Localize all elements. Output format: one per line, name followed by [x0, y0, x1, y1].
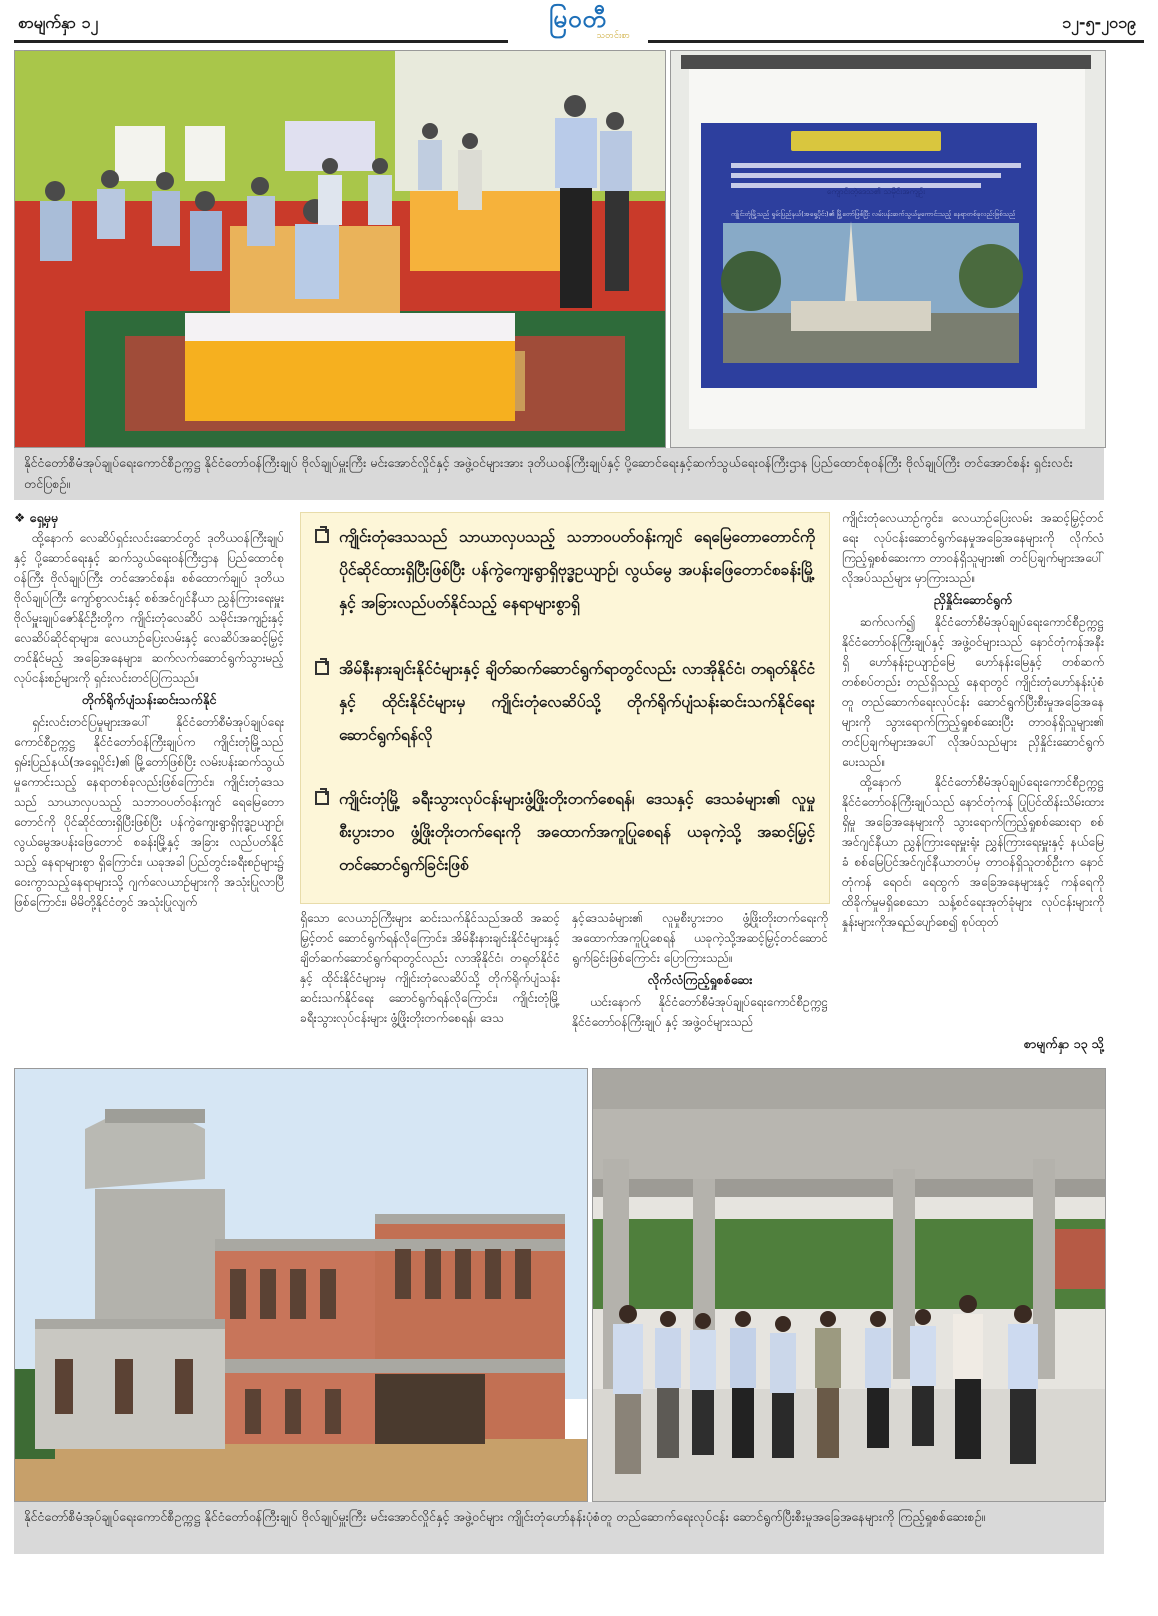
- article-column-1: [14, 508, 284, 1056]
- continued-from-label: ❖ ရှေ့မှမှ: [14, 510, 59, 525]
- highlight-item: ကျိုင်းတုံမြို့ ခရီးသွားလုပ်ငန်းများဖွံ့ဖြိုးတိုးတက်စေရန်၊ ဒေသနှင့် ဒေသခံများ၏ လူမှုစီးပွားဘဝ ဖွံ့ဖြိုးတိုးတက်ရေးကို အထောက်အကူပြုစေရန် ယခုကဲ့သို့ အဆင့်မြှင့်တင်ဆောင်ရွက်ခြင်းဖြစ်: [315, 783, 815, 882]
- checkbox-icon: [315, 791, 329, 805]
- page-number-label: စာမျက်နှာ ၁၂: [18, 13, 99, 32]
- checkbox-icon: [315, 661, 329, 675]
- highlight-box: [300, 512, 830, 904]
- presentation-screen-photo: [670, 50, 1106, 448]
- article-paragraph: ထို့နောက် လေဆိပ်ရှင်းလင်းဆောင်တွင် ဒုတိယဝန်ကြီးချုပ်နှင့် ပို့ဆောင်ရေးနှင့် ဆက်သွယ်ရေးဝန်ကြီးဌာန ပြည်ထောင်စုဝန်ကြီး ဗိုလ်ချုပ်ကြီး တင်အောင်စန်း၊ စစ်ထောက်ချုပ် ဒုတိယဗိုလ်ချုပ်ကြီး ကျော်စွာလင်းနှင့် စစ်အင်ဂျင်နီယာ ညွှန်ကြားရေးမှူး ဗိုလ်မှူးချုပ်ဇော်နိုင်ဦးတို့က ကျိုင်းတုံလေဆိပ် သမိုင်းအကျဉ်းနှင့် လေဆိပ်ဆိုင်ရာများ၊ လေယာဉ်ပြေးလမ်းနှင့် လေဆိပ်အဆင့်မြှင့်တင်နိုင်မည့် အခြေအနေများ၊ ဆက်လက်ဆောင်ရွက်သွားမည့် လုပ်ငန်းစဉ်များကို ရှင်းလင်းတင်ပြကြသည်။: [14, 531, 284, 685]
- briefing-hall-photo: [14, 50, 666, 448]
- checkbox-icon: [315, 529, 329, 543]
- section-subheading: လိုက်လံကြည့်ရှုစစ်ဆေး: [647, 972, 753, 987]
- article-paragraph: ကျိုင်းတုံလေယာဉ်ကွင်း၊ လေယာဉ်ပြေးလမ်း အဆင့်မြှင့်တင်ရေး လုပ်ငန်းဆောင်ရွက်နေမှုအခြေအနေများကို လိုက်လံကြည့်ရှုစစ်ဆေးကာ တာဝန်ရှိသူများ၏ တင်ပြချက်များအပေါ် လိုအပ်သည်များ မှာကြားသည်။: [842, 511, 1104, 585]
- bottom-photo-caption: နိုင်ငံတော်စီမံအုပ်ချုပ်ရေးကောင်စီဥက္ကဋ္ဌ နိုင်ငံတော်ဝန်ကြီးချုပ် ဗိုလ်ချုပ်မှူးကြီး မင်းအောင်လှိုင်နှင့် အဖွဲ့ဝင်များ ကျိုင်းတုံဟော်နန်းပုံစံတူ တည်ဆောက်ရေးလုပ်ငန်း ဆောင်ရွက်ပြီးစီးမှုအခြေအနေများကို ကြည့်ရှုစစ်ဆေးစဉ်။: [14, 1502, 1104, 1554]
- top-photo-caption: နိုင်ငံတော်စီမံအုပ်ချုပ်ရေးကောင်စီဥက္ကဋ္ဌ နိုင်ငံတော်ဝန်ကြီးချုပ် ဗိုလ်ချုပ်မှူးကြီး မင်းအောင်လှိုင်နှင့် အဖွဲ့ဝင်များအား ဒုတိယဝန်ကြီးချုပ်နှင့် ပို့ဆောင်ရေးနှင့်ဆက်သွယ်ရေးဝန်ကြီးဌာန ပြည်ထောင်စုဝန်ကြီး ဗိုလ်ချုပ်ကြီး တင်အောင်စန်း ရှင်းလင်းတင်ပြစဉ်။: [14, 448, 1104, 500]
- newspaper-logo: မြဝတီ သတင်းစာ: [508, 4, 648, 44]
- section-subheading: တိုက်ရိုက်ပျံသန်းဆင်းသက်နိုင်: [81, 692, 217, 707]
- article-paragraph: ထို့နောက် နိုင်ငံတော်စီမံအုပ်ချုပ်ရေးကောင်စီဥက္ကဋ္ဌ နိုင်ငံတော်ဝန်ကြီးချုပ်သည် နောင်တုံကန် ပြုပြင်ထိန်းသိမ်းထားရှိမှု အခြေအနေများကို သွားရောက်ကြည့်ရှုစစ်ဆေးရာ စစ်အင်ဂျင်နီယာ ညွှန်ကြားရေးမှူးရုံး ညွှန်ကြားရေးမှူးနှင့် နယ်မြေခံ စစ်မြေပြင်အင်ဂျင်နီယာတပ်မှ တာဝန်ရှိသူတစ်ဦးက နောင်တုံကန် ရေဝင်၊ ရေထွက် အခြေအနေများနှင့် ကန်ရေကို ထိခိုက်မှုမရှိစေသော သန့်စင်ရေးအုတ်ခုံများ လုပ်ငန်းများကို နှုန်းများကိုအရည်ပျော်စေ၍ စုပ်ထုတ်: [842, 775, 1104, 929]
- continued-on-label: စာမျက်နှာ ၁၃ သို့: [1018, 1036, 1104, 1055]
- slide-body-text: ကျိုင်းတုံမြို့သည် ရှမ်းပြည်နယ်(အရှေ့ပိုင်း)၏ မြို့တော်ဖြစ်ပြီး လမ်းပန်းဆက်သွယ်မှုကောင်းသည့် နေရာတစ်ခုလည်းဖြစ်သည်: [731, 210, 1016, 218]
- article-column-4: [842, 508, 1104, 1056]
- article-paragraph: ရှင်းလင်းတင်ပြမှုများအပေါ် နိုင်ငံတော်စီမံအုပ်ချုပ်ရေးကောင်စီဥက္ကဋ္ဌ နိုင်ငံတော်ဝန်ကြီးချုပ်က ကျိုင်းတုံမြို့သည် ရှမ်းပြည်နယ်(အရှေ့ပိုင်း)၏ မြို့တော်ဖြစ်ပြီး လမ်းပန်းဆက်သွယ်မှုကောင်းသည့် နေရာတစ်ခုလည်းဖြစ်ကြောင်း၊ ကျိုင်းတုံဒေသသည် သာယာလှပသည့် သဘာဝပတ်ဝန်းကျင် ရေမြေတောတောင်ကို ပိုင်ဆိုင်ထားရှိပြီးဖြစ်ပြီး ပန်ကွဲကျေးရွာရှိဗုဒ္ဓဥယျာဉ်၊ လွယ်မွေအပန်းဖြေတောင် စခန်းမြို့နှင့် အခြား လည်ပတ်နိုင်သည့် နေရာများစွာ ရှိကြောင်း၊ ယခုအခါ ပြည်တွင်းခရီးစဉ်များ၌ ဝေးကွာသည့်နေရာများသို့ ဂျက်လေယာဉ်များကို အသုံးပြုလာပြီဖြစ်ကြောင်း၊ မိမိတို့နိုင်ငံတွင် အသုံးပြုလျက်: [14, 715, 284, 909]
- section-subheading: ညှိနှိုင်းဆောင်ရွက်: [933, 592, 1013, 607]
- article-paragraph: ဆက်လက်၍ နိုင်ငံတော်စီမံအုပ်ချုပ်ရေးကောင်စီဥက္ကဋ္ဌ နိုင်ငံတော်ဝန်ကြီးချုပ်နှင့် အဖွဲ့ဝင်များသည် နောင်တုံကန်အနီးရှိ ဟော်နန်းဥယျာဉ်မြေ ဟော်နန်းမြေနှင့် တစ်ဆက်တစ်စပ်တည်း တည်ရှိသည့် နေရာတွင် ကျိုင်းတုံဟော်နန်းပုံစံတူ တည်ဆောက်ရေးလုပ်ငန်း ဆောင်ရွက်ပြီးစီးမှုအခြေအနေများကို သွားရောက်ကြည့်ရှုစစ်ဆေးပြီး တာဝန်ရှိသူများ၏ တင်ပြချက်များအပေါ် လိုအပ်သည်များ ညှိနှိုင်းဆောင်ရွက်ပေးသည်။: [842, 615, 1104, 769]
- highlight-item: အိမ်နီးနားချင်းနိုင်ငံများနှင့် ချိတ်ဆက်ဆောင်ရွက်ရာတွင်လည်း လာအိုနိုင်ငံ၊ တရုတ်နိုင်ငံနှင့် ထိုင်းနိုင်ငံများမှ ကျိုင်းတုံလေဆိပ်သို့ တိုက်ရိုက်ပျံသန်းဆင်းသက်နိုင်ရေး ဆောင်ရွက်ရန်လို: [315, 653, 815, 752]
- article-column-3: [572, 908, 828, 1056]
- article-paragraph: ယင်းနောက် နိုင်ငံတော်စီမံအုပ်ချုပ်ရေးကောင်စီဥက္ကဋ္ဌ နိုင်ငံတော်ဝန်ကြီးချုပ် နှင့် အဖွဲ့ဝင်များသည်: [572, 995, 828, 1029]
- article-paragraph: နှင့်ဒေသခံများ၏ လူမှုစီးပွားဘဝ ဖွံ့ဖြိုးတိုးတက်ရေးကို အထောက်အကူပြုစေရန် ယခုကဲ့သို့အဆင့်မြှင့်တင်ဆောင်ရွက်ခြင်းဖြစ်ကြောင်း ပြောကြားသည်။: [572, 911, 828, 965]
- slide-title: ကျောင်းတဲ့ဒေသ၏ သမိုင်းအကျဉ်း: [826, 187, 926, 196]
- article-paragraph: ရှိသော လေယာဉ်ကြီးများ ဆင်းသက်နိုင်သည်အထိ အဆင့်မြှင့်တင် ဆောင်ရွက်ရန်လိုကြောင်း၊ အိမ်နီးနားချင်းနိုင်ငံများနှင့် ချိတ်ဆက်ဆောင်ရွက်ရာတွင်လည်း လာအိုနိုင်ငံ၊ တရုတ်နိုင်ငံနှင့် ထိုင်းနိုင်ငံများမှ ကျိုင်းတုံလေဆိပ်သို့ တိုက်ရိုက်ပျံသန်းဆင်းသက်နိုင်ရေး ဆောင်ရွက်ရန်လိုကြောင်း၊ ကျိုင်းတုံမြို့ ခရီးသွားလုပ်ငန်းများ ဖွံ့ဖြိုးတိုးတက်စေရန်၊ ဒေသ: [300, 911, 560, 1025]
- highlight-item: ကျိုင်းတုံဒေသသည် သာယာလှပသည့် သဘာဝပတ်ဝန်းကျင် ရေမြေတောတောင်ကို ပိုင်ဆိုင်ထားရှိပြီးဖြစ်ပြီး ပန်ကွဲကျေးရွာရှိဗုဒ္ဓဥယျာဉ်၊ လွယ်မွေ အပန်းဖြေတောင်စခန်းမြို့နှင့် အခြားလည်ပတ်နိုင်သည့် နေရာများစွာရှိ: [315, 521, 815, 620]
- issue-date: ၁၂-၅-၂၀၁၉: [1062, 13, 1136, 32]
- article-column-2: [300, 908, 560, 1056]
- officials-inspection-photo: [592, 1068, 1106, 1502]
- construction-building-photo: [14, 1068, 588, 1502]
